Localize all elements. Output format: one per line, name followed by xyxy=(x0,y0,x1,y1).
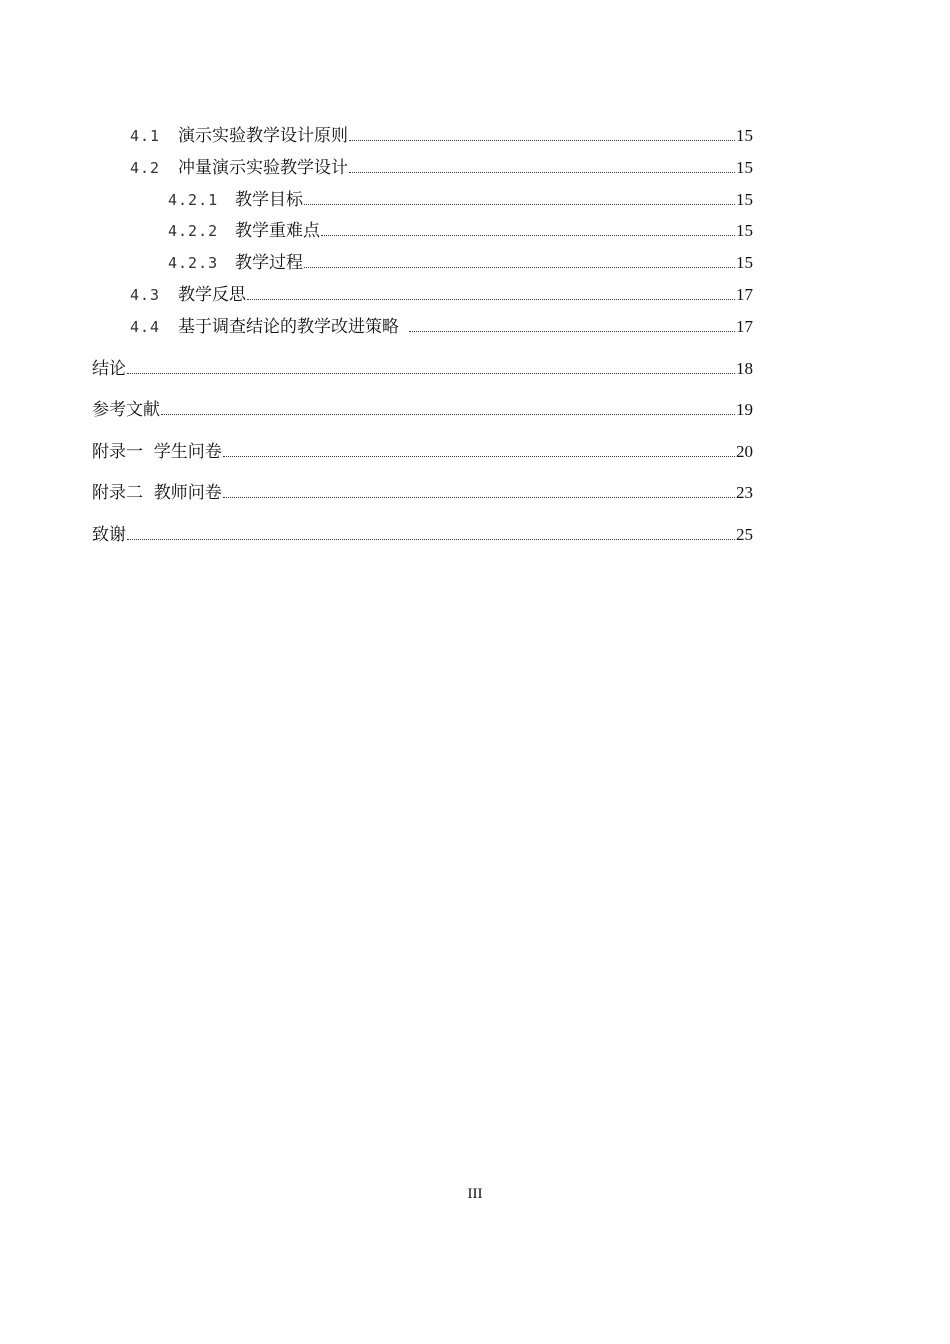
page-number: III xyxy=(467,1186,483,1202)
dot-leader xyxy=(304,267,735,268)
toc-entry-number: 4.2 xyxy=(130,159,161,177)
dot-leader xyxy=(349,140,735,141)
toc-entry-title: 基于调查结论的教学改进策略 xyxy=(178,317,399,337)
toc-entry-number: 4.2.3 xyxy=(168,254,219,272)
toc-entry-title: 参考文献 xyxy=(92,400,160,420)
toc-entry-page: 15 xyxy=(736,221,753,240)
toc-entry-number: 4.2.1 xyxy=(168,191,219,209)
toc-entry-page: 15 xyxy=(736,126,753,145)
toc-entry-title: 冲量演示实验教学设计 xyxy=(178,158,348,178)
toc-entry-page: 15 xyxy=(736,158,753,177)
toc-entry[interactable] xyxy=(130,312,753,337)
dot-leader xyxy=(223,456,735,457)
toc-entry-page: 17 xyxy=(736,285,753,304)
toc-entry[interactable] xyxy=(168,185,753,210)
dot-leader xyxy=(127,373,735,374)
dot-leader xyxy=(349,172,735,173)
toc-entry-title: 教学反思 xyxy=(178,285,246,305)
toc-entry-page: 19 xyxy=(736,400,753,419)
toc-entry-title: 附录一 学生问卷 xyxy=(92,442,222,462)
toc-entry[interactable] xyxy=(92,354,753,379)
dot-leader xyxy=(127,539,735,540)
toc-entry-title: 教学过程 xyxy=(235,253,303,273)
toc-entry-page: 18 xyxy=(736,359,753,378)
toc-entry-title: 演示实验教学设计原则 xyxy=(178,126,348,146)
toc-entry-title: 教学重难点 xyxy=(235,221,320,241)
toc-entry-page: 25 xyxy=(736,525,753,544)
toc-entry-title: 教学目标 xyxy=(235,190,303,210)
toc-entry[interactable] xyxy=(168,216,753,241)
toc-entry[interactable] xyxy=(92,437,753,462)
toc-entry[interactable] xyxy=(92,520,753,545)
toc-entry[interactable] xyxy=(130,280,753,305)
toc-entry[interactable] xyxy=(130,153,753,178)
toc-entry-page: 23 xyxy=(736,483,753,502)
dot-leader xyxy=(409,331,735,332)
toc-entry[interactable] xyxy=(168,248,753,273)
toc-entry[interactable] xyxy=(92,478,753,503)
toc-entry-page: 20 xyxy=(736,442,753,461)
toc-entry[interactable] xyxy=(130,121,753,146)
toc-entry-number: 4.3 xyxy=(130,286,161,304)
toc-entry-title: 致谢 xyxy=(92,525,126,545)
dot-leader xyxy=(304,204,735,205)
toc-entry-page: 17 xyxy=(736,317,753,336)
dot-leader xyxy=(223,497,735,498)
dot-leader xyxy=(247,299,735,300)
toc-entry-number: 4.4 xyxy=(130,318,161,336)
dot-leader xyxy=(161,414,735,415)
dot-leader xyxy=(321,235,735,236)
toc-entry-number: 4.1 xyxy=(130,127,161,145)
toc-entry-number: 4.2.2 xyxy=(168,222,219,240)
toc-entry-page: 15 xyxy=(736,253,753,272)
toc-entry-page: 15 xyxy=(736,190,753,209)
toc-entry-title: 附录二 教师问卷 xyxy=(92,483,222,503)
toc-entry[interactable] xyxy=(92,395,753,420)
toc-entry-title: 结论 xyxy=(92,359,126,379)
